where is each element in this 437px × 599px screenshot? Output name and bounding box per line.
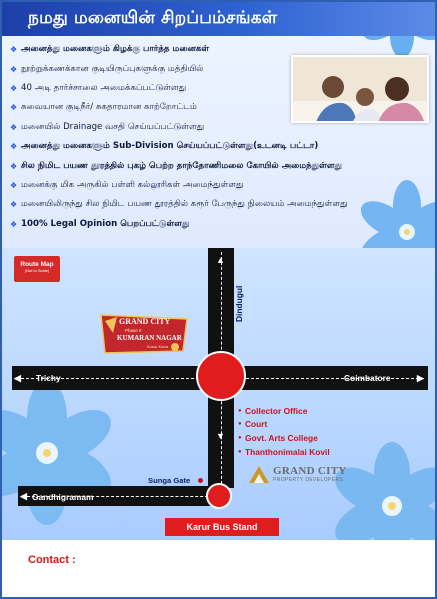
developer-logo <box>248 464 347 484</box>
page-title: நமது மனையின் சிறப்பம்சங்கள் <box>28 8 278 28</box>
direction-label-dindugul: Dindugul <box>234 285 244 322</box>
feature-text: மனைக்கு மிக அருகில் பள்ளி கல்லூரிகள் அமைந்துள்ளது <box>21 179 244 190</box>
arrow-down-icon: ▼ <box>216 431 225 441</box>
sunga-gate-dot <box>198 478 203 483</box>
route-map-subtitle: (Not to Scale) <box>24 268 50 273</box>
bullet-icon: ❖ <box>10 200 18 210</box>
bullet-icon: ❖ <box>10 161 18 171</box>
bus-stand-label: Karur Bus Stand <box>165 518 279 536</box>
project-logo-location: Kosur Karur <box>147 344 169 349</box>
bullet-icon: ❖ <box>10 83 18 93</box>
direction-label-gandhigramam: Gandhigramam <box>32 492 94 502</box>
landmark-item: ● Collector Office <box>238 405 308 416</box>
bullet-icon: ❖ <box>10 45 18 55</box>
bullet-icon: ❖ <box>10 180 18 190</box>
building-icon <box>248 464 270 484</box>
route-map-section <box>2 248 437 540</box>
project-logo-name: GRAND CITY <box>119 317 171 326</box>
bus-stand-circle <box>206 483 232 509</box>
project-logo <box>99 313 189 355</box>
feature-item <box>10 137 400 156</box>
developer-logo-tagline: PROPERTY DEVELOPERS <box>273 477 344 483</box>
project-logo-phase: Phase II <box>125 328 142 333</box>
family-photo-illustration <box>293 57 429 123</box>
direction-label-sunga-gate: Sunga Gate <box>148 476 191 485</box>
bullet-icon: ❖ <box>10 142 18 152</box>
dot-icon: ● <box>238 448 242 455</box>
feature-item <box>10 195 400 214</box>
landmark-item: ● Thanthonimalai Kovil <box>238 446 330 457</box>
direction-label-coimbatore: Coimbatore <box>344 373 391 383</box>
feature-item <box>10 176 400 195</box>
feature-text: அனைத்து மனைகளும் Sub-Division செய்யப்பட்டுள்ளது(உடனடி பட்டா) <box>21 141 319 152</box>
dot-icon: ● <box>238 421 242 428</box>
feature-text: 100% Legal Opinion பெறப்பட்டுள்ளது <box>21 218 190 229</box>
bullet-icon: ❖ <box>10 219 18 229</box>
feature-item <box>10 215 400 234</box>
arrow-left-icon: ◀ <box>20 491 27 501</box>
bullet-icon: ❖ <box>10 64 18 74</box>
route-map-title: Route Map <box>20 261 54 268</box>
features-section <box>2 2 437 248</box>
contact-label: Contact : <box>28 554 76 566</box>
feature-text: அனைத்து மனைகளும் கிழக்கு பார்த்த மனைகள் <box>21 44 210 55</box>
arrow-up-icon: ▲ <box>216 255 225 265</box>
bullet-icon: ❖ <box>10 103 18 113</box>
developer-logo-name: GRAND CITY <box>273 465 347 477</box>
feature-text: சுவையான குடிநீர்/ சுகதாரமான காற்றோட்டம் <box>21 102 197 113</box>
arrow-right-icon: ▶ <box>417 373 424 383</box>
direction-label-trichy: Trichy <box>36 373 61 383</box>
bullet-icon: ❖ <box>10 122 18 132</box>
dot-icon: ● <box>238 407 242 414</box>
family-photo <box>291 55 429 123</box>
feature-item <box>10 156 400 175</box>
feature-text: மனையில் Drainage வசதி செய்யப்பட்டுள்ளது <box>21 121 205 132</box>
dot-icon: ● <box>238 434 242 441</box>
landmark-list <box>238 404 330 458</box>
feature-text: 40 அடி தார்ச்சாலை அமைக்கப்பட்டுள்ளது <box>21 82 187 93</box>
contact-section <box>2 540 437 599</box>
junction-circle <box>196 351 246 401</box>
arrow-left-icon: ◀ <box>14 373 21 383</box>
landmark-item: ● Govt. Arts College <box>238 432 318 443</box>
feature-text: சில நிமிட பயண தூரத்தில் புகழ் பெற்ற தாந்தோணிமலை கோயில் அமைந்துள்ளது <box>21 160 343 171</box>
title-bar <box>2 2 437 36</box>
landmark-item: ● Court <box>238 419 268 430</box>
feature-text: நூற்றுக்கணக்கான குடியிருப்புகளுக்கு மத்தியில் <box>21 63 204 74</box>
developer-logo-text <box>273 465 347 483</box>
feature-text: மனையிலிருந்து சில நிமிட பயண தூரத்தில் கரூர் பேருந்து நிலையம் அமைந்துள்ளது <box>21 199 348 210</box>
project-logo-title: KUMARAN NAGAR <box>117 334 182 342</box>
route-map-badge <box>14 256 60 282</box>
